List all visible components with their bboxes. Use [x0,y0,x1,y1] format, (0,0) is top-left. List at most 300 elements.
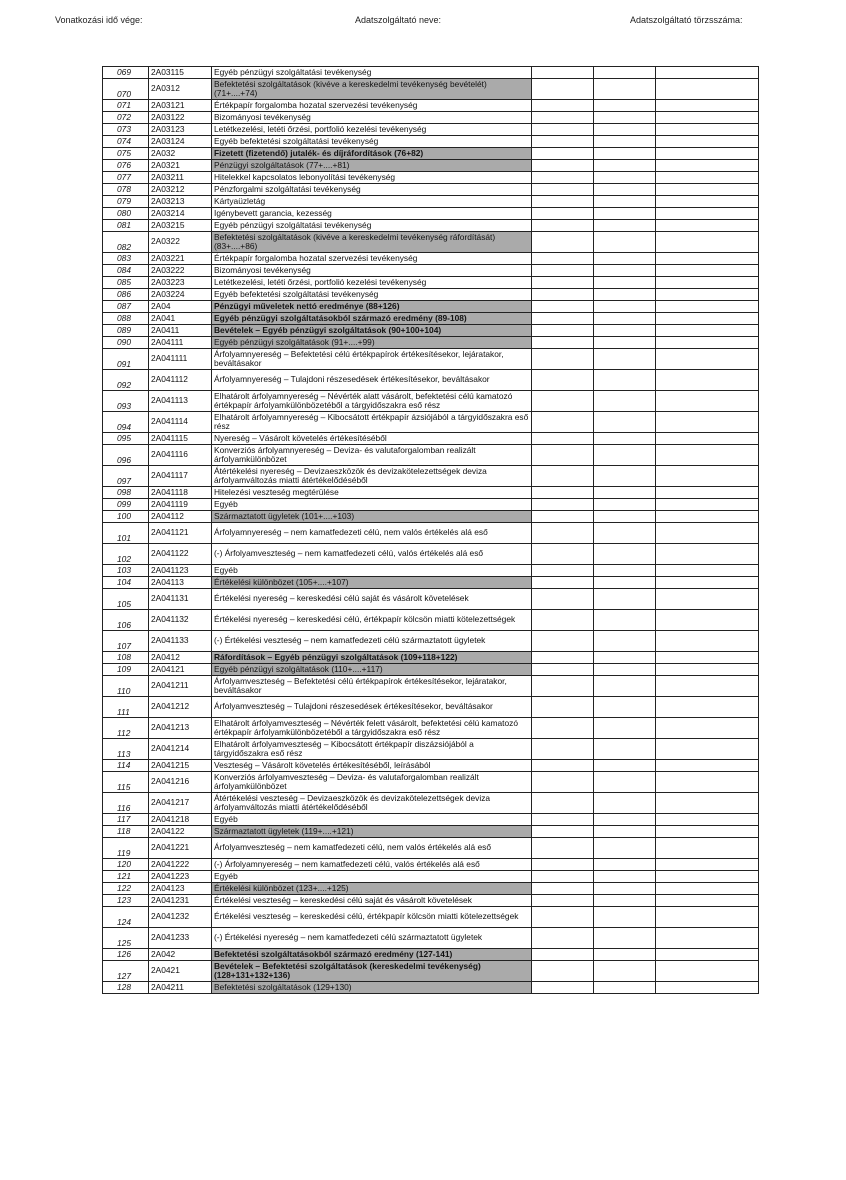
value-cell-3[interactable] [656,982,759,994]
row-number-cell: 103 [103,565,149,577]
row-description-cell: Konverziós árfolyamveszteség – Deviza- és valutaforgalomban realizált árfolyamkülönbözet [212,772,532,793]
value-cell-1[interactable] [532,277,594,289]
value-cell-3[interactable] [656,277,759,289]
table-row [103,814,759,826]
row-number-cell: 079 [103,196,149,208]
value-cell-2[interactable] [594,676,656,697]
value-cell-3[interactable] [656,928,759,949]
value-cell-3[interactable] [656,220,759,232]
value-cell-1[interactable] [532,793,594,814]
value-cell-3[interactable] [656,67,759,79]
value-cell-3[interactable] [656,664,759,676]
value-cell-1[interactable] [532,961,594,982]
value-cell-2[interactable] [594,511,656,523]
value-cell-3[interactable] [656,499,759,511]
table-row [103,871,759,883]
value-cell-1[interactable] [532,100,594,112]
value-cell-3[interactable] [656,487,759,499]
row-number-cell: 090 [103,337,149,349]
value-cell-2[interactable] [594,136,656,148]
row-description-cell: Értékelési nyereség – kereskedési célú, értékpapír kölcsön miatti kötelezettségek [212,610,532,631]
value-cell-3[interactable] [656,871,759,883]
value-cell-1[interactable] [532,928,594,949]
value-cell-1[interactable] [532,739,594,760]
value-cell-1[interactable] [532,349,594,370]
row-number-cell: 118 [103,826,149,838]
value-cell-2[interactable] [594,589,656,610]
value-cell-1[interactable] [532,664,594,676]
table-row [103,445,759,466]
row-number-cell: 116 [103,793,149,814]
row-description-cell: Értékelési nyereség – kereskedési célú saját és vásárolt követelések [212,589,532,610]
value-cell-3[interactable] [656,814,759,826]
value-cell-2[interactable] [594,895,656,907]
row-number-cell: 076 [103,160,149,172]
value-cell-3[interactable] [656,859,759,871]
value-cell-3[interactable] [656,391,759,412]
value-cell-1[interactable] [532,907,594,928]
value-cell-2[interactable] [594,277,656,289]
row-number-cell: 087 [103,301,149,313]
table-row [103,253,759,265]
row-description-cell: Igénybevett garancia, kezesség [212,208,532,220]
value-cell-3[interactable] [656,172,759,184]
value-cell-3[interactable] [656,100,759,112]
row-code-cell: 2A0321 [149,160,212,172]
value-cell-2[interactable] [594,928,656,949]
value-cell-2[interactable] [594,265,656,277]
row-code-cell: 2A041112 [149,370,212,391]
value-cell-2[interactable] [594,160,656,172]
table-row [103,826,759,838]
value-cell-2[interactable] [594,100,656,112]
value-cell-3[interactable] [656,370,759,391]
value-cell-2[interactable] [594,412,656,433]
value-cell-1[interactable] [532,826,594,838]
value-cell-1[interactable] [532,466,594,487]
row-code-cell: 2A03214 [149,208,212,220]
row-number-cell: 081 [103,220,149,232]
value-cell-2[interactable] [594,961,656,982]
row-number-cell: 083 [103,253,149,265]
value-cell-2[interactable] [594,466,656,487]
value-cell-2[interactable] [594,982,656,994]
row-description-cell: Egyéb [212,871,532,883]
value-cell-1[interactable] [532,652,594,664]
value-cell-2[interactable] [594,793,656,814]
row-description-cell: Egyéb [212,499,532,511]
value-cell-3[interactable] [656,313,759,325]
value-cell-2[interactable] [594,523,656,544]
value-cell-3[interactable] [656,136,759,148]
value-cell-3[interactable] [656,79,759,100]
value-cell-3[interactable] [656,589,759,610]
value-cell-3[interactable] [656,433,759,445]
table-row [103,412,759,433]
row-number-cell: 069 [103,67,149,79]
value-cell-3[interactable] [656,949,759,961]
value-cell-1[interactable] [532,871,594,883]
row-number-cell: 114 [103,760,149,772]
row-description-cell: Értékelési veszteség – kereskedési célú saját és vásárolt követelések [212,895,532,907]
value-cell-2[interactable] [594,313,656,325]
value-cell-1[interactable] [532,148,594,160]
row-number-cell: 075 [103,148,149,160]
row-description-cell: Átértékelési nyereség – Devizaeszközök és devizakötelezettségek deviza árfolyamváltozás miatti átértékelődéséből [212,466,532,487]
row-code-cell: 2A04112 [149,511,212,523]
value-cell-3[interactable] [656,466,759,487]
value-cell-3[interactable] [656,511,759,523]
value-cell-2[interactable] [594,499,656,511]
value-cell-3[interactable] [656,961,759,982]
table-row [103,577,759,589]
row-number-cell: 099 [103,499,149,511]
value-cell-1[interactable] [532,838,594,859]
value-cell-2[interactable] [594,253,656,265]
value-cell-1[interactable] [532,895,594,907]
value-cell-3[interactable] [656,907,759,928]
value-cell-3[interactable] [656,523,759,544]
value-cell-3[interactable] [656,760,759,772]
row-description-cell: Bizományosi tevékenység [212,265,532,277]
row-description-cell: Elhatárolt árfolyamveszteség – Kibocsátott értékpapír diszázsiójából a tárgyidőszakra eső rész [212,739,532,760]
table-row [103,697,759,718]
value-cell-1[interactable] [532,772,594,793]
value-cell-1[interactable] [532,172,594,184]
value-cell-1[interactable] [532,325,594,337]
value-cell-2[interactable] [594,112,656,124]
table-row [103,196,759,208]
value-cell-1[interactable] [532,160,594,172]
value-cell-2[interactable] [594,949,656,961]
value-cell-2[interactable] [594,349,656,370]
value-cell-2[interactable] [594,907,656,928]
row-code-cell: 2A041111 [149,349,212,370]
row-number-cell: 111 [103,697,149,718]
value-cell-3[interactable] [656,265,759,277]
table-row [103,208,759,220]
row-code-cell: 2A041213 [149,718,212,739]
value-cell-2[interactable] [594,871,656,883]
row-description-cell: Bizományosi tevékenység [212,112,532,124]
value-cell-2[interactable] [594,838,656,859]
value-cell-1[interactable] [532,982,594,994]
value-cell-2[interactable] [594,652,656,664]
value-cell-3[interactable] [656,697,759,718]
row-number-cell: 094 [103,412,149,433]
table-row [103,370,759,391]
row-code-cell: 2A041215 [149,760,212,772]
value-cell-1[interactable] [532,949,594,961]
row-number-cell: 084 [103,265,149,277]
row-description-cell: Értékpapír forgalomba hozatal szervezési tevékenység [212,100,532,112]
table-row [103,391,759,412]
value-cell-3[interactable] [656,412,759,433]
value-cell-2[interactable] [594,772,656,793]
value-cell-1[interactable] [532,511,594,523]
value-cell-2[interactable] [594,124,656,136]
value-cell-1[interactable] [532,67,594,79]
row-code-cell: 2A041117 [149,466,212,487]
row-code-cell: 2A041221 [149,838,212,859]
row-code-cell: 2A041122 [149,544,212,565]
value-cell-2[interactable] [594,883,656,895]
value-cell-3[interactable] [656,772,759,793]
row-code-cell: 2A0411 [149,325,212,337]
row-description-cell: Egyéb pénzügyi szolgáltatási tevékenység [212,67,532,79]
row-code-cell: 2A04122 [149,826,212,838]
value-cell-1[interactable] [532,631,594,652]
value-cell-1[interactable] [532,112,594,124]
row-code-cell: 2A03211 [149,172,212,184]
table-row [103,487,759,499]
value-cell-3[interactable] [656,301,759,313]
row-number-cell: 113 [103,739,149,760]
table-row [103,124,759,136]
value-cell-1[interactable] [532,499,594,511]
value-cell-3[interactable] [656,124,759,136]
row-description-cell: (-) Értékelési veszteség – nem kamatfedezeti célú származtatott ügyletek [212,631,532,652]
value-cell-1[interactable] [532,184,594,196]
table-row [103,859,759,871]
value-cell-3[interactable] [656,718,759,739]
value-cell-3[interactable] [656,184,759,196]
row-description-cell: (-) Értékelési nyereség – nem kamatfedezeti célú származtatott ügyletek [212,928,532,949]
row-description-cell: Származtatott ügyletek (119+....+121) [212,826,532,838]
row-number-cell: 096 [103,445,149,466]
row-number-cell: 109 [103,664,149,676]
row-code-cell: 2A0312 [149,79,212,100]
value-cell-3[interactable] [656,349,759,370]
value-cell-1[interactable] [532,412,594,433]
value-cell-1[interactable] [532,124,594,136]
row-number-cell: 120 [103,859,149,871]
value-cell-1[interactable] [532,433,594,445]
row-number-cell: 112 [103,718,149,739]
row-code-cell: 2A042 [149,949,212,961]
value-cell-1[interactable] [532,883,594,895]
value-cell-3[interactable] [656,577,759,589]
row-description-cell: Elhatárolt árfolyamnyereség – Névérték alatt vásárolt, befektetési célú kamatozó értékpapír árfolyamkülönbözetéből a tárgyidőszakra eső rész [212,391,532,412]
table-row [103,220,759,232]
row-number-cell: 104 [103,577,149,589]
value-cell-2[interactable] [594,760,656,772]
value-cell-2[interactable] [594,859,656,871]
value-cell-3[interactable] [656,232,759,253]
row-number-cell: 072 [103,112,149,124]
value-cell-2[interactable] [594,325,656,337]
row-code-cell: 2A0412 [149,652,212,664]
table-row [103,67,759,79]
table-row [103,982,759,994]
provider-name-label: Adatszolgáltató neve: [355,15,442,25]
value-cell-3[interactable] [656,325,759,337]
row-description-cell: Értékelési veszteség – kereskedési célú, értékpapír kölcsön miatti kötelezettségek [212,907,532,928]
row-code-cell: 2A03213 [149,196,212,208]
value-cell-2[interactable] [594,487,656,499]
value-cell-3[interactable] [656,445,759,466]
row-code-cell: 2A041119 [149,499,212,511]
row-description-cell: (-) Árfolyamnyereség – nem kamatfedezeti célú, valós értékelés alá eső [212,859,532,871]
row-number-cell: 122 [103,883,149,895]
value-cell-2[interactable] [594,697,656,718]
row-code-cell: 2A03215 [149,220,212,232]
row-number-cell: 123 [103,895,149,907]
value-cell-1[interactable] [532,136,594,148]
value-cell-3[interactable] [656,883,759,895]
table-row [103,718,759,739]
row-description-cell: Egyéb befektetési szolgáltatási tevékenység [212,136,532,148]
value-cell-2[interactable] [594,391,656,412]
value-cell-2[interactable] [594,739,656,760]
report-table-body [103,67,759,994]
value-cell-3[interactable] [656,565,759,577]
value-cell-2[interactable] [594,814,656,826]
value-cell-1[interactable] [532,313,594,325]
value-cell-3[interactable] [656,112,759,124]
row-code-cell: 2A041218 [149,814,212,826]
value-cell-2[interactable] [594,172,656,184]
row-number-cell: 121 [103,871,149,883]
row-number-cell: 110 [103,676,149,697]
value-cell-2[interactable] [594,370,656,391]
value-cell-1[interactable] [532,232,594,253]
value-cell-1[interactable] [532,337,594,349]
row-number-cell: 073 [103,124,149,136]
value-cell-1[interactable] [532,487,594,499]
row-description-cell: Árfolyamveszteség – Tulajdoni részesedések értékesítésekor, beváltásakor [212,697,532,718]
table-row [103,136,759,148]
row-code-cell: 2A041 [149,313,212,325]
row-number-cell: 108 [103,652,149,664]
value-cell-2[interactable] [594,631,656,652]
row-description-cell: Árfolyamnyereség – Tulajdoni részesedések értékesítésekor, beváltásakor [212,370,532,391]
value-cell-2[interactable] [594,220,656,232]
value-cell-2[interactable] [594,232,656,253]
value-cell-2[interactable] [594,184,656,196]
row-description-cell: Egyéb pénzügyi szolgáltatási tevékenység [212,220,532,232]
value-cell-3[interactable] [656,196,759,208]
value-cell-3[interactable] [656,253,759,265]
value-cell-1[interactable] [532,79,594,100]
row-description-cell: Árfolyamnyereség – nem kamatfedezeti célú, nem valós értékelés alá eső [212,523,532,544]
value-cell-3[interactable] [656,652,759,664]
value-cell-3[interactable] [656,289,759,301]
value-cell-3[interactable] [656,838,759,859]
value-cell-2[interactable] [594,610,656,631]
value-cell-1[interactable] [532,445,594,466]
value-cell-3[interactable] [656,160,759,172]
value-cell-1[interactable] [532,610,594,631]
value-cell-2[interactable] [594,577,656,589]
value-cell-1[interactable] [532,565,594,577]
value-cell-1[interactable] [532,718,594,739]
value-cell-1[interactable] [532,196,594,208]
row-number-cell: 102 [103,544,149,565]
value-cell-2[interactable] [594,289,656,301]
value-cell-1[interactable] [532,859,594,871]
value-cell-1[interactable] [532,253,594,265]
value-cell-3[interactable] [656,739,759,760]
value-cell-3[interactable] [656,676,759,697]
value-cell-2[interactable] [594,544,656,565]
value-cell-1[interactable] [532,577,594,589]
table-row [103,907,759,928]
row-code-cell: 2A0322 [149,232,212,253]
value-cell-3[interactable] [656,895,759,907]
value-cell-1[interactable] [532,760,594,772]
row-number-cell: 107 [103,631,149,652]
value-cell-3[interactable] [656,610,759,631]
value-cell-2[interactable] [594,565,656,577]
row-code-cell: 2A041222 [149,859,212,871]
row-code-cell: 2A04211 [149,982,212,994]
value-cell-2[interactable] [594,445,656,466]
value-cell-3[interactable] [656,544,759,565]
row-code-cell: 2A032 [149,148,212,160]
value-cell-2[interactable] [594,67,656,79]
value-cell-3[interactable] [656,337,759,349]
row-code-cell: 2A03222 [149,265,212,277]
table-row [103,631,759,652]
value-cell-2[interactable] [594,433,656,445]
value-cell-2[interactable] [594,148,656,160]
row-code-cell: 2A041114 [149,412,212,433]
value-cell-1[interactable] [532,208,594,220]
value-cell-2[interactable] [594,208,656,220]
value-cell-3[interactable] [656,631,759,652]
row-description-cell: Bevételek – Befektetési szolgáltatások (kereskedelmi tevékenység) (128+131+132+136) [212,961,532,982]
value-cell-3[interactable] [656,826,759,838]
value-cell-2[interactable] [594,826,656,838]
value-cell-1[interactable] [532,301,594,313]
row-number-cell: 082 [103,232,149,253]
row-description-cell: Bevételek – Egyéb pénzügyi szolgáltatások (90+100+104) [212,325,532,337]
value-cell-1[interactable] [532,523,594,544]
row-code-cell: 2A041233 [149,928,212,949]
row-number-cell: 125 [103,928,149,949]
value-cell-2[interactable] [594,79,656,100]
value-cell-1[interactable] [532,676,594,697]
value-cell-1[interactable] [532,370,594,391]
row-number-cell: 115 [103,772,149,793]
value-cell-1[interactable] [532,220,594,232]
value-cell-3[interactable] [656,793,759,814]
row-code-cell: 2A041223 [149,871,212,883]
value-cell-2[interactable] [594,337,656,349]
value-cell-1[interactable] [532,589,594,610]
row-description-cell: Befektetési szolgáltatásokból származó eredmény (127-141) [212,949,532,961]
value-cell-3[interactable] [656,208,759,220]
row-number-cell: 127 [103,961,149,982]
value-cell-1[interactable] [532,814,594,826]
value-cell-2[interactable] [594,196,656,208]
value-cell-3[interactable] [656,148,759,160]
value-cell-2[interactable] [594,718,656,739]
value-cell-2[interactable] [594,664,656,676]
value-cell-1[interactable] [532,544,594,565]
value-cell-1[interactable] [532,391,594,412]
table-row [103,838,759,859]
value-cell-1[interactable] [532,265,594,277]
value-cell-1[interactable] [532,697,594,718]
value-cell-1[interactable] [532,289,594,301]
value-cell-2[interactable] [594,301,656,313]
table-row [103,160,759,172]
table-row [103,544,759,565]
row-description-cell: Konverziós árfolyamnyereség – Deviza- és valutaforgalomban realizált árfolyamkülönbözet [212,445,532,466]
row-description-cell: Értékelési különbözet (105+....+107) [212,577,532,589]
